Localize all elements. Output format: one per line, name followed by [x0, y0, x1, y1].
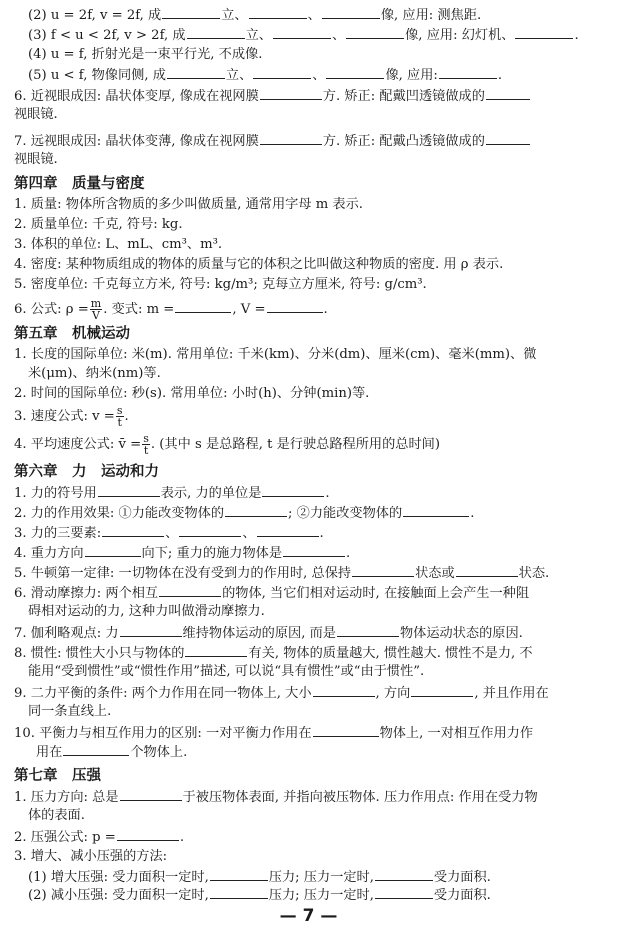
text: 立、 [221, 8, 248, 23]
blank [456, 564, 518, 577]
blank [249, 6, 307, 19]
numerator: s [116, 404, 123, 417]
text: 10. 平衡力与相互作用力的区别: 一对平衡力作用在 [14, 726, 312, 741]
blank [253, 66, 311, 79]
blank [185, 644, 247, 657]
text: 5. 密度单位: 千克每立方米, 符号: kg/m³; 克每立方厘米, 符号: g/cm³. [14, 277, 427, 292]
blank [179, 524, 241, 537]
increase-pressure-line [0, 868, 617, 887]
text: . [325, 486, 330, 501]
denominator: V [92, 309, 100, 322]
blank [210, 886, 268, 899]
text: (1) 增大压强: 受力面积一定时, [28, 870, 209, 885]
text: 立、 [245, 28, 272, 43]
blank [375, 868, 433, 881]
text: 2. 力的作用效果: ①力能改变物体的 [14, 506, 225, 521]
blank [322, 6, 380, 19]
force-elements-line [0, 524, 617, 543]
friction-line-cont [0, 603, 617, 621]
text: 3. 力的三要素: [14, 526, 102, 541]
text: . [179, 830, 185, 845]
balance-vs-interaction-line [0, 724, 617, 743]
text: 状态或 [415, 566, 455, 581]
text: . [124, 409, 129, 424]
mass-unit-line [0, 216, 617, 234]
blank [486, 132, 530, 145]
blank [120, 788, 182, 801]
text: 像, 应用: [385, 68, 438, 83]
chapter-4-heading: 第四章 质量与密度 [14, 176, 145, 192]
text: . [574, 28, 579, 43]
text: 、 [312, 68, 326, 83]
balance-condition-line-cont [0, 703, 617, 721]
force-symbol-line [0, 484, 617, 503]
text: 1. 压力方向: 总是 [14, 790, 119, 805]
galileo-line [0, 624, 617, 643]
text: 物体运动状态的原因. [400, 626, 523, 641]
text: . [497, 68, 503, 83]
blank [352, 564, 414, 577]
text: 1. 力的符号用 [14, 486, 97, 501]
text: 压力; 压力一定时, [268, 870, 374, 885]
text: 7. 伽利略观点: 力 [14, 626, 119, 641]
text: 9. 二力平衡的条件: 两个力作用在同一物体上, 大小 [14, 686, 312, 701]
text: . [323, 302, 328, 317]
lens-rule-4 [0, 46, 617, 64]
lens-rule-2 [0, 6, 617, 25]
blank [167, 66, 225, 79]
blank [273, 26, 331, 39]
density-unit-line [0, 276, 617, 294]
text: . (其中 s 是总路程, t 是行驶总路程所用的总时间) [150, 437, 440, 452]
blank [267, 300, 323, 313]
text: 向下; 重力的施力物体是 [141, 546, 283, 561]
density-line [0, 256, 617, 274]
inertia-line [0, 644, 617, 663]
text: 方. 矫正: 配戴凹透镜做成的 [322, 89, 485, 104]
lens-rule-5 [0, 66, 617, 85]
pressure-formula-line [0, 828, 617, 847]
blank [283, 544, 345, 557]
text: 6. 滑动摩擦力: 两个相互 [14, 586, 159, 601]
blank [486, 87, 530, 100]
text: (2) 减小压强: 受力面积一定时, [28, 888, 209, 903]
text: (4) u = f, 折射光是一束平行光, 不成像. [28, 47, 263, 62]
pressure-methods-line [0, 848, 617, 866]
speed-formula-line [0, 404, 617, 430]
blank [102, 524, 164, 537]
blank [403, 504, 469, 517]
text: 能用“受到惯性”或“惯性作用”描述, 可以说“具有惯性”或“由于惯性”. [28, 664, 425, 679]
newton-first-law-line [0, 564, 617, 583]
lens-rule-3 [0, 26, 617, 45]
text: 8. 惯性: 惯性大小只与物体的 [14, 646, 185, 661]
text: 维持物体运动的原因, 而是 [182, 626, 336, 641]
balance-vs-interaction-line-cont [0, 743, 617, 762]
text: 同一条直线上. [28, 704, 112, 719]
text: 立、 [225, 68, 253, 83]
text: , 并且作用在 [474, 686, 549, 701]
blank [313, 724, 379, 737]
text: 5. 牛顿第一定律: 一切物体在没有受到力的作用时, 总保持 [14, 566, 352, 581]
fraction [116, 405, 124, 428]
text: 受力面积. [433, 870, 491, 885]
blank [411, 684, 473, 697]
text: 2. 压强公式: p = [14, 830, 116, 845]
blank [515, 26, 573, 39]
text: 、 [331, 28, 346, 43]
density-formula-line [0, 298, 617, 322]
hyperopia-line-cont [0, 151, 617, 169]
text: 1. 质量: 物体所含物质的多少叫做质量, 通常用字母 m 表示. [14, 197, 363, 212]
blank [262, 484, 324, 497]
text: . [346, 546, 351, 561]
mass-line [0, 196, 617, 214]
myopia-line [0, 87, 617, 106]
text: 6. 公式: ρ = [14, 302, 89, 317]
blank [326, 66, 384, 79]
blank [63, 743, 129, 756]
text: ; ②力能改变物体的 [288, 506, 403, 521]
text: 2. 时间的国际单位: 秒(s). 常用单位: 小时(h)、分钟(min)等. [14, 386, 370, 401]
text: . [470, 506, 475, 521]
text: 于被压物体表面, 并指向被压物体. 压力作用点: 作用在受力物 [182, 790, 538, 805]
myopia-line-cont [0, 106, 617, 124]
fraction [90, 298, 102, 321]
text: 视眼镜. [14, 152, 58, 167]
blank [187, 26, 245, 39]
text: 6. 近视眼成因: 晶状体变厚, 像成在视网膜 [14, 89, 259, 104]
text: 视眼镜. [14, 107, 58, 122]
text: 2. 质量单位: 千克, 符号: kg. [14, 217, 183, 232]
text: 受力面积. [433, 888, 491, 903]
text: 1. 长度的国际单位: 米(m). 常用单位: 千米(km)、分米(dm)、厘米(cm)、毫米(mm)、微 [14, 347, 537, 362]
blank [159, 584, 221, 597]
blank [346, 26, 404, 39]
blank [175, 300, 231, 313]
time-unit-line [0, 385, 617, 403]
text: 有关, 物体的质量越大, 惯性越大. 惯性不是力, 不 [248, 646, 533, 661]
inertia-line-cont [0, 663, 617, 681]
blank [210, 868, 268, 881]
text: . 变式: m = [103, 302, 175, 317]
blank [85, 544, 141, 557]
blank [260, 87, 322, 100]
blank [225, 504, 287, 517]
chapter-5-heading: 第五章 机械运动 [14, 326, 130, 342]
blank [117, 828, 179, 841]
text: 碍相对运动的力, 这种力叫做滑动摩擦力. [28, 604, 265, 619]
text: 4. 重力方向 [14, 546, 84, 561]
text: . [319, 526, 324, 541]
text: 3. 体积的单位: L、mL、cm³、m³. [14, 237, 223, 252]
blank [120, 624, 182, 637]
length-unit-line [0, 346, 617, 364]
fraction [142, 433, 150, 456]
text: 像, 应用: 幻灯机、 [405, 28, 515, 43]
text: (2) u = 2f, v = 2f, 成 [28, 8, 162, 23]
blank [162, 6, 220, 19]
gravity-line [0, 544, 617, 563]
text: 4. 平均速度公式: v̄ = [14, 437, 142, 452]
blank [439, 66, 497, 79]
page-number: — 7 — [279, 906, 338, 926]
friction-line [0, 584, 617, 603]
force-effect-line [0, 504, 617, 523]
text: 像, 应用: 测焦距. [380, 8, 482, 23]
text: 物体上, 一对相互作用力作 [379, 726, 534, 741]
chapter-7-heading: 第七章 压强 [14, 768, 101, 784]
text: , 方向 [375, 686, 411, 701]
text: 米(μm)、纳米(nm)等. [28, 366, 161, 381]
hyperopia-line [0, 132, 617, 151]
text: 体的表面. [28, 808, 85, 823]
pressure-direction-line [0, 788, 617, 807]
pressure-direction-line-cont [0, 807, 617, 825]
average-speed-line [0, 432, 617, 458]
denominator: t [143, 444, 149, 457]
numerator: m [90, 297, 102, 310]
text: 、 [165, 526, 179, 541]
text: 用在 [36, 745, 63, 760]
text: 、 [307, 8, 321, 23]
text: 方. 矫正: 配戴凸透镜做成的 [322, 134, 485, 149]
numerator: s [143, 432, 149, 445]
blank [98, 484, 160, 497]
chapter-6-heading: 第六章 力 运动和力 [14, 464, 159, 480]
text: (5) u < f, 物像同侧, 成 [28, 68, 166, 83]
text: 3. 增大、减小压强的方法: [14, 849, 168, 864]
text: 个物体上. [130, 745, 188, 760]
text: 的物体, 当它们相对运动时, 在接触面上会产生一种阻 [222, 586, 530, 601]
blank [375, 886, 433, 899]
text: 表示, 力的单位是 [160, 486, 262, 501]
decrease-pressure-line [0, 886, 617, 905]
length-unit-line-cont [0, 365, 617, 383]
text: 状态. [518, 566, 550, 581]
text: , V = [232, 302, 266, 317]
balance-condition-line [0, 684, 617, 703]
volume-unit-line [0, 236, 617, 254]
text: (3) f < u < 2f, v > 2f, 成 [28, 28, 186, 43]
text: 压力; 压力一定时, [268, 888, 374, 903]
text: 7. 远视眼成因: 晶状体变薄, 像成在视网膜 [14, 134, 259, 149]
blank [337, 624, 399, 637]
text: 3. 速度公式: v = [14, 409, 115, 424]
text: 4. 密度: 某种物质组成的物体的质量与它的体积之比叫做这种物质的密度. 用 ρ 表示. [14, 257, 504, 272]
blank [313, 684, 375, 697]
blank [257, 524, 319, 537]
blank [260, 132, 322, 145]
text: 、 [242, 526, 256, 541]
denominator: t [117, 416, 122, 429]
